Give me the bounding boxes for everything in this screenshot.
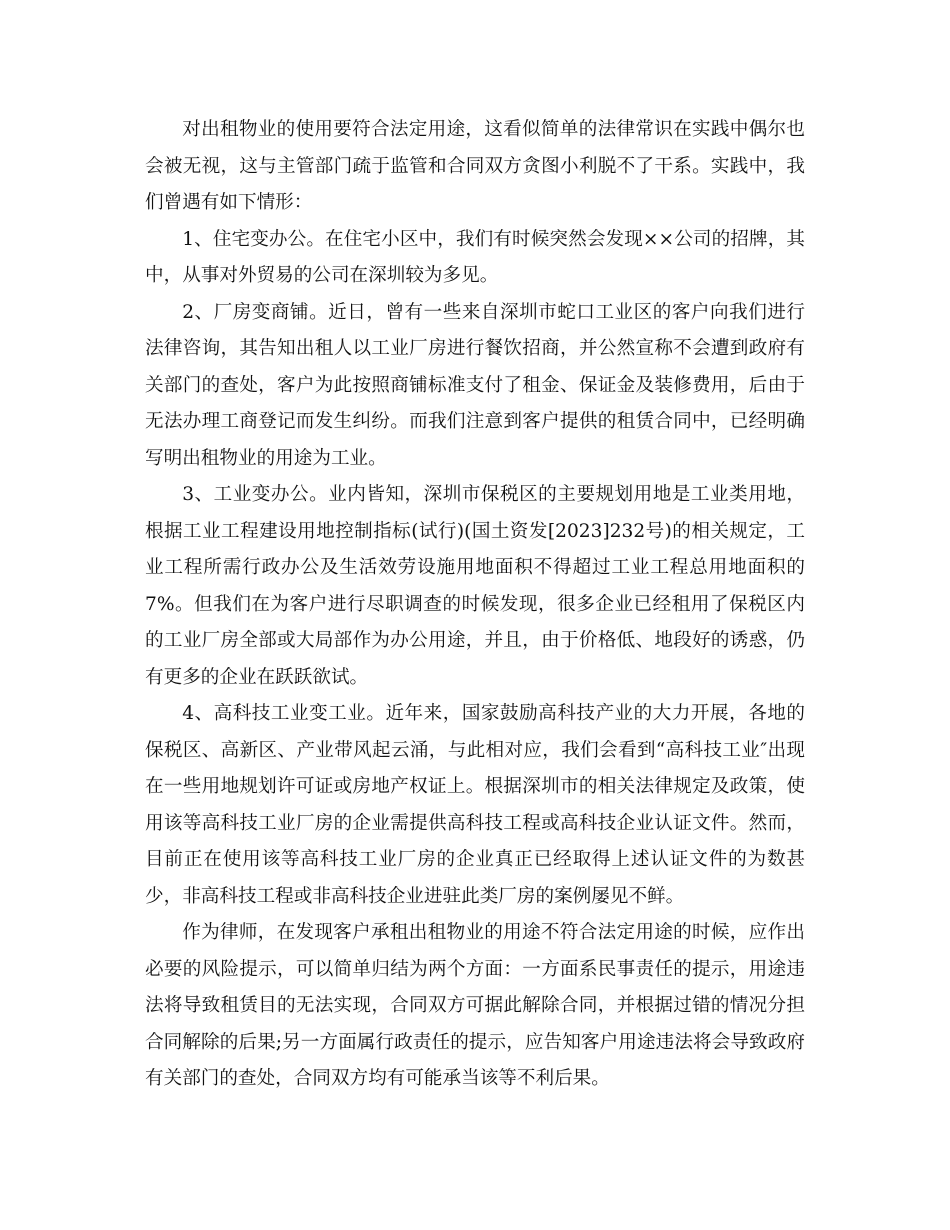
paragraph-item-4: 4、高科技工业变工业。近年来，国家鼓励高科技产业的大力开展，各地的保税区、高新区、产业带风起云涌，与此相对应，我们会看到“高科技工业″出现在一些用地规划许可证或房地产权证上。根据深圳市的相关法律规定及政策，使用该等高科技工业厂房的企业需提供高科技工程或高科技企业认证文件。然而，目前正在使用该等高科技工业厂房的企业真正已经取得上述认证文件的为数甚少，非高科技工程或非高科技企业进驻此类厂房的案例屡见不鲜。 xyxy=(145,703,805,907)
paragraph-item-1: 1、住宅变办公。在住宅小区中，我们有时候突然会发现××公司的招牌，其中，从事对外贸易的公司在深圳较为多见。 xyxy=(145,228,805,286)
document-body xyxy=(145,112,805,1098)
paragraph-conclusion: 作为律师，在发现客户承租出租物业的用途不符合法定用途的时候，应作出必要的风险提示，可以简单归结为两个方面：一方面系民事责任的提示，用途违法将导致租赁目的无法实现，合同双方可据此解除合同，并根据过错的情况分担合同解除的后果;另一方面属行政责任的提示，应告知客户用途违法将会导致政府有关部门的查处，合同双方均有可能承当该等不利后果。 xyxy=(145,922,805,1089)
paragraph-item-2: 2、厂房变商铺。近日，曾有一些来自深圳市蛇口工业区的客户向我们进行法律咨询，其告知出租人以工业厂房进行餐饮招商，并公然宣称不会遭到政府有关部门的查处，客户为此按照商铺标准支付了租金、保证金及装修费用，后由于无法办理工商登记而发生纠纷。而我们注意到客户提供的租赁合同中，已经明确写明出租物业的用途为工业。 xyxy=(145,301,805,469)
paragraph-intro: 对出租物业的使用要符合法定用途，这看似简单的法律常识在实践中偶尔也会被无视，这与主管部门疏于监管和合同双方贪图小利脱不了干系。实践中，我们曾遇有如下情形： xyxy=(145,119,805,213)
paragraph-item-3: 3、工业变办公。业内皆知，深圳市保税区的主要规划用地是工业类用地，根据工业工程建设用地控制指标(试行)(国土资发[2023]232号)的相关规定，工业工程所需行政办公及生活效劳设施用地面积不得超过工业工程总用地面积的7%。但我们在为客户进行尽职调查的时候发现，很多企业已经租用了保税区内的工业厂房全部或大局部作为办公用途，并且，由于价格低、地段好的诱惑，仍有更多的企业在跃跃欲试。 xyxy=(145,484,805,688)
